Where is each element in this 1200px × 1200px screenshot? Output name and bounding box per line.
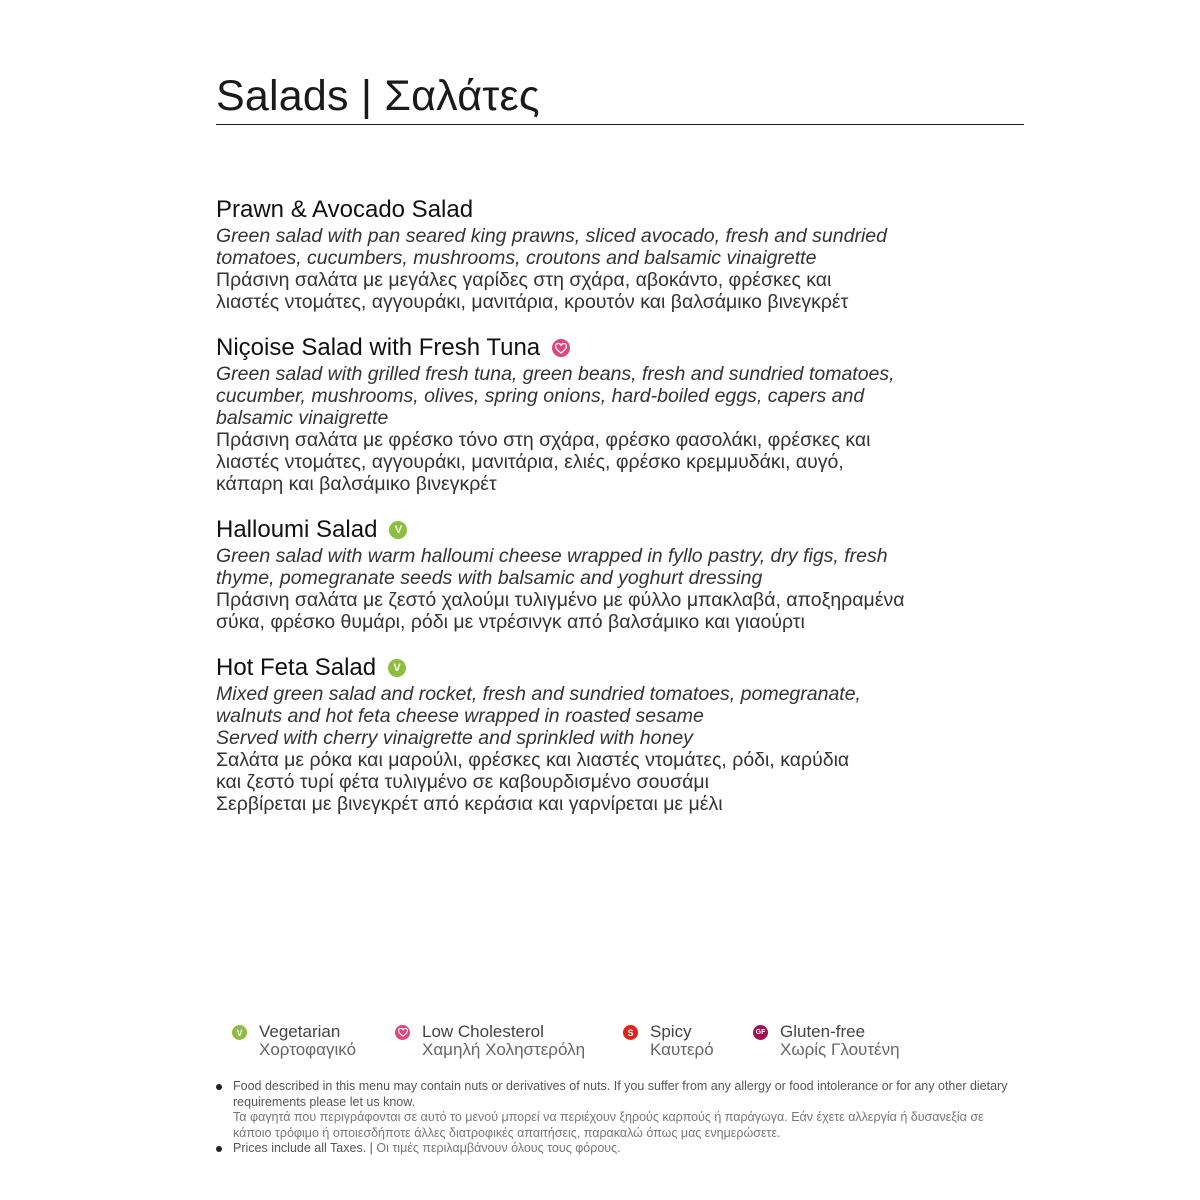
item-description-en: Green salad with pan seared king prawns, sliced avocado, fresh and sundried tomatoes, cucumbers, mushrooms, croutons and balsamic vinaigrette xyxy=(216,225,887,269)
item-description-gr: Σαλάτα με ρόκα και μαρούλι, φρέσκες και λιαστές ντομάτες, ρόδι, καρύδια και ζεστό τυρί φέτα τυλιγμένο σε καβουρδισμένο σουσάμι Σερβίρεται με βινεγκρέτ από κεράσια και γαρνίρεται με μέλι xyxy=(216,749,850,815)
legend-label-en: Spicy xyxy=(650,1022,692,1041)
prices-note-gr: Οι τιμές περιλαμβάνουν όλους τους φόρους. xyxy=(376,1141,621,1155)
spicy-icon: S xyxy=(623,1025,638,1040)
bullet-icon xyxy=(216,1084,222,1090)
vegetarian-icon: V xyxy=(232,1025,247,1040)
menu-item xyxy=(216,653,976,815)
item-description-en: Mixed green salad and rocket, fresh and sundried tomatoes, pomegranate, walnuts and hot feta cheese wrapped in roasted sesame Served with cherry vinaigrette and sprinkled with honey xyxy=(216,683,861,749)
prices-note-en: Prices include all Taxes. | xyxy=(233,1141,373,1155)
item-name-row xyxy=(216,195,976,225)
item-description-gr: Πράσινη σαλάτα με φρέσκο τόνο στη σχάρα, φρέσκο φασολάκι, φρέσκες και λιαστές ντομάτες, αγγουράκι, μανιτάρια, ελιές, φρέσκο κρεμμυδάκι, αυγό, κάπαρη και βαλσάμικο βινεγκρέτ xyxy=(216,429,871,495)
menu-item xyxy=(216,515,976,633)
footnotes xyxy=(216,1079,1016,1157)
item-description-en: Green salad with warm halloumi cheese wrapped in fyllo pastry, dry figs, fresh thyme, pomegranate seeds with balsamic and yoghurt dressing xyxy=(216,545,888,589)
page-title: Salads | Σαλάτες xyxy=(216,70,1024,125)
legend-label-en: Gluten-free xyxy=(780,1022,866,1041)
legend-label-gr: Χορτοφαγικό xyxy=(259,1040,357,1059)
item-description-gr: Πράσινη σαλάτα με ζεστό χαλούμι τυλιγμένο με φύλλο μπακλαβά, αποξηραμένα σύκα, φρέσκο θυμάρι, ρόδι με ντρέσινγκ από βαλσάμικο και γιαούρτι xyxy=(216,589,905,633)
item-description-gr: Πράσινη σαλάτα με μεγάλες γαρίδες στη σχάρα, αβοκάντο, φρέσκες και λιαστές ντομάτες, αγγουράκι, μανιτάρια, κρουτόν και βαλσάμικο βινεγκρέτ xyxy=(216,269,849,313)
legend-label-gr: Καυτερό xyxy=(650,1040,714,1059)
legend-item-low-cholesterol xyxy=(395,1023,585,1059)
item-name-row xyxy=(216,515,976,545)
legend-item-gluten-free xyxy=(753,1023,900,1059)
item-name: Halloumi Salad xyxy=(216,516,378,543)
item-name: Niçoise Salad with Fresh Tuna xyxy=(216,334,541,361)
menu-item xyxy=(216,333,976,495)
menu-item xyxy=(216,195,976,313)
legend-label-gr: Χωρίς Γλουτένη xyxy=(780,1040,900,1059)
allergy-note-gr: Τα φαγητά που περιγράφονται σε αυτό το μενού μπορεί να περιέχουν ξηρούς καρπούς ή παράγωγα. Εάν έχετε αλλεργία ή δυσανεξία σε κάποιο τρόφιμο ή οποιεσδήποτε άλλες διατροφικές απαιτήσεις, παρακαλώ όπως μας ενημερώσετε. xyxy=(233,1110,984,1140)
gluten-free-icon: GF xyxy=(753,1025,768,1040)
vegetarian-icon: V xyxy=(389,521,407,539)
item-name-row xyxy=(216,333,976,363)
allergy-note-en: Food described in this menu may contain nuts or derivatives of nuts. If you suffer from any allergy or food intolerance or for any other dietary requirements please let us know. xyxy=(233,1079,1008,1109)
allergy-note xyxy=(216,1079,1016,1141)
item-description-en: Green salad with grilled fresh tuna, green beans, fresh and sundried tomatoes, cucumber, mushrooms, olives, spring onions, hard-boiled eggs, capers and balsamic vinaigrette xyxy=(216,363,895,429)
heart-icon xyxy=(552,339,570,357)
legend-label-en: Vegetarian xyxy=(259,1022,341,1041)
bullet-icon xyxy=(216,1146,222,1152)
dietary-legend xyxy=(232,1023,992,1063)
vegetarian-icon: V xyxy=(388,659,406,677)
legend-item-spicy xyxy=(623,1023,714,1059)
item-name: Prawn & Avocado Salad xyxy=(216,196,474,223)
legend-label-en: Low Cholesterol xyxy=(422,1022,544,1041)
legend-item-vegetarian xyxy=(232,1023,356,1059)
menu-items xyxy=(216,195,976,835)
prices-note xyxy=(216,1141,1016,1157)
item-name: Hot Feta Salad xyxy=(216,654,377,681)
heart-icon xyxy=(395,1025,410,1040)
item-name-row xyxy=(216,653,976,683)
legend-label-gr: Χαμηλή Χοληστερόλη xyxy=(422,1040,586,1059)
